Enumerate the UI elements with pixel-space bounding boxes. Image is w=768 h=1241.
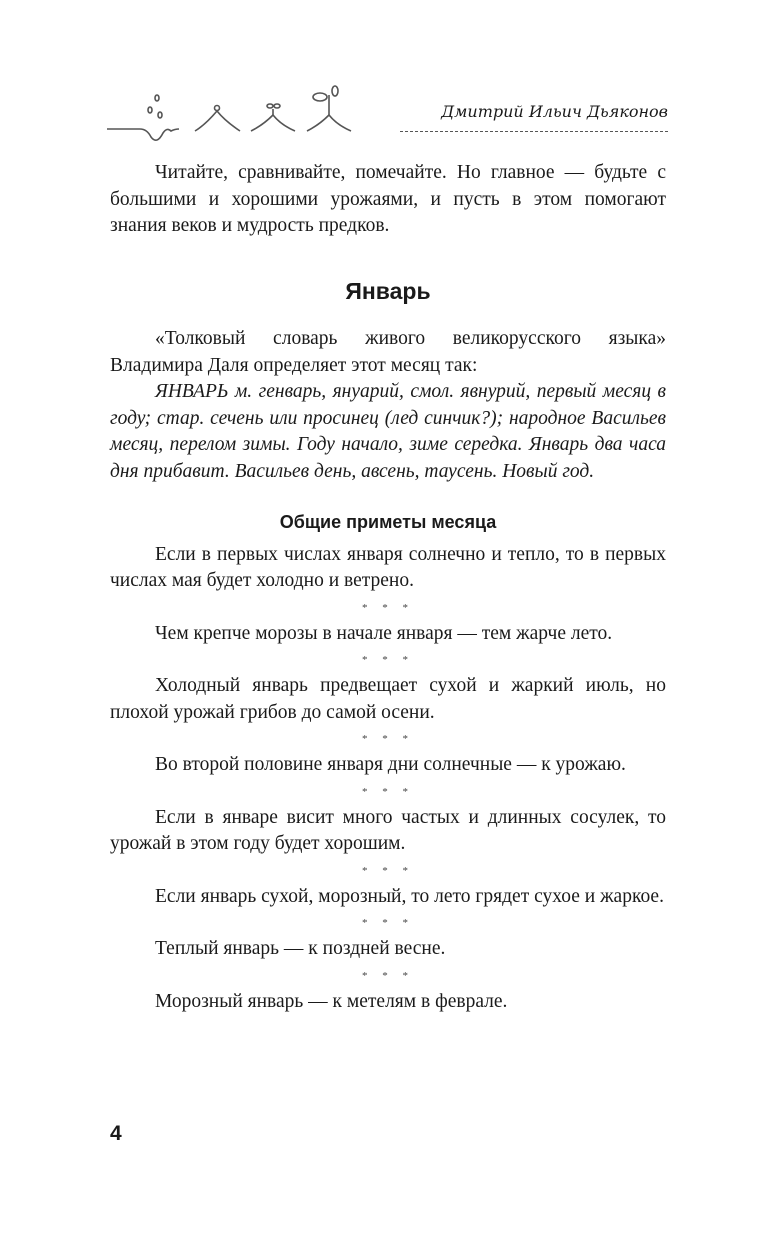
separator: * * * <box>362 917 414 929</box>
sprouting-seed-illustration <box>105 85 365 145</box>
section-title: Общие приметы месяца <box>279 512 497 532</box>
omen: Если в январе висит много частых и длинных сосулек, то урожай в этом году будет хорошим. <box>110 806 666 854</box>
dal-intro: «Толковый словарь живого великорусского языка» Владимира Даля определяет этот месяц так: <box>110 328 666 376</box>
intro-paragraph: Читайте, сравнивайте, помечайте. Но главное — будьте с большими и хорошими урожаями, и пусть в этом помогают знания веков и мудрость предков. <box>110 162 666 236</box>
separator: * * * <box>362 785 414 798</box>
page-body <box>110 160 666 1015</box>
separator: * * * <box>362 864 414 877</box>
page-number: 4 <box>110 1122 122 1145</box>
separator: * * * <box>362 969 414 982</box>
omen: Холодный январь предвещает сухой и жаркий июль, но плохой урожай грибов до самой осени. <box>110 675 666 723</box>
omen: Морозный январь — к метелям в феврале. <box>155 990 508 1012</box>
chapter-title: Январь <box>345 277 431 304</box>
separator: * * * <box>362 601 414 614</box>
omen: Теплый январь — к поздней весне. <box>155 938 446 959</box>
header-dashed-rule <box>400 131 668 132</box>
omen: Во второй половине января дни солнечные — к урожаю. <box>155 754 626 775</box>
omen: Чем крепче морозы в начале января — тем жарче лето. <box>155 622 613 644</box>
dal-entry: ЯНВАРЬ м. генварь, януарий, смол. явнурий, первый месяц в году; стар. сечень или просинец (лед синчик?); народное Васильев месяц, перелом зимы. Году начало, зиме середка. Январь два часа дня прибавит. Васильев день, авсень, таусень. Новый год. <box>110 381 666 482</box>
separator: * * * <box>362 733 414 745</box>
running-header-author: Дмитрий Ильич Дьяконов <box>441 102 668 121</box>
omen: Если в первых числах января солнечно и тепло, то в первых числах мая будет холодно и ветрено. <box>110 543 666 591</box>
omen: Если январь сухой, морозный, то лето грядет сухое и жаркое. <box>155 885 664 907</box>
separator: * * * <box>362 654 414 666</box>
